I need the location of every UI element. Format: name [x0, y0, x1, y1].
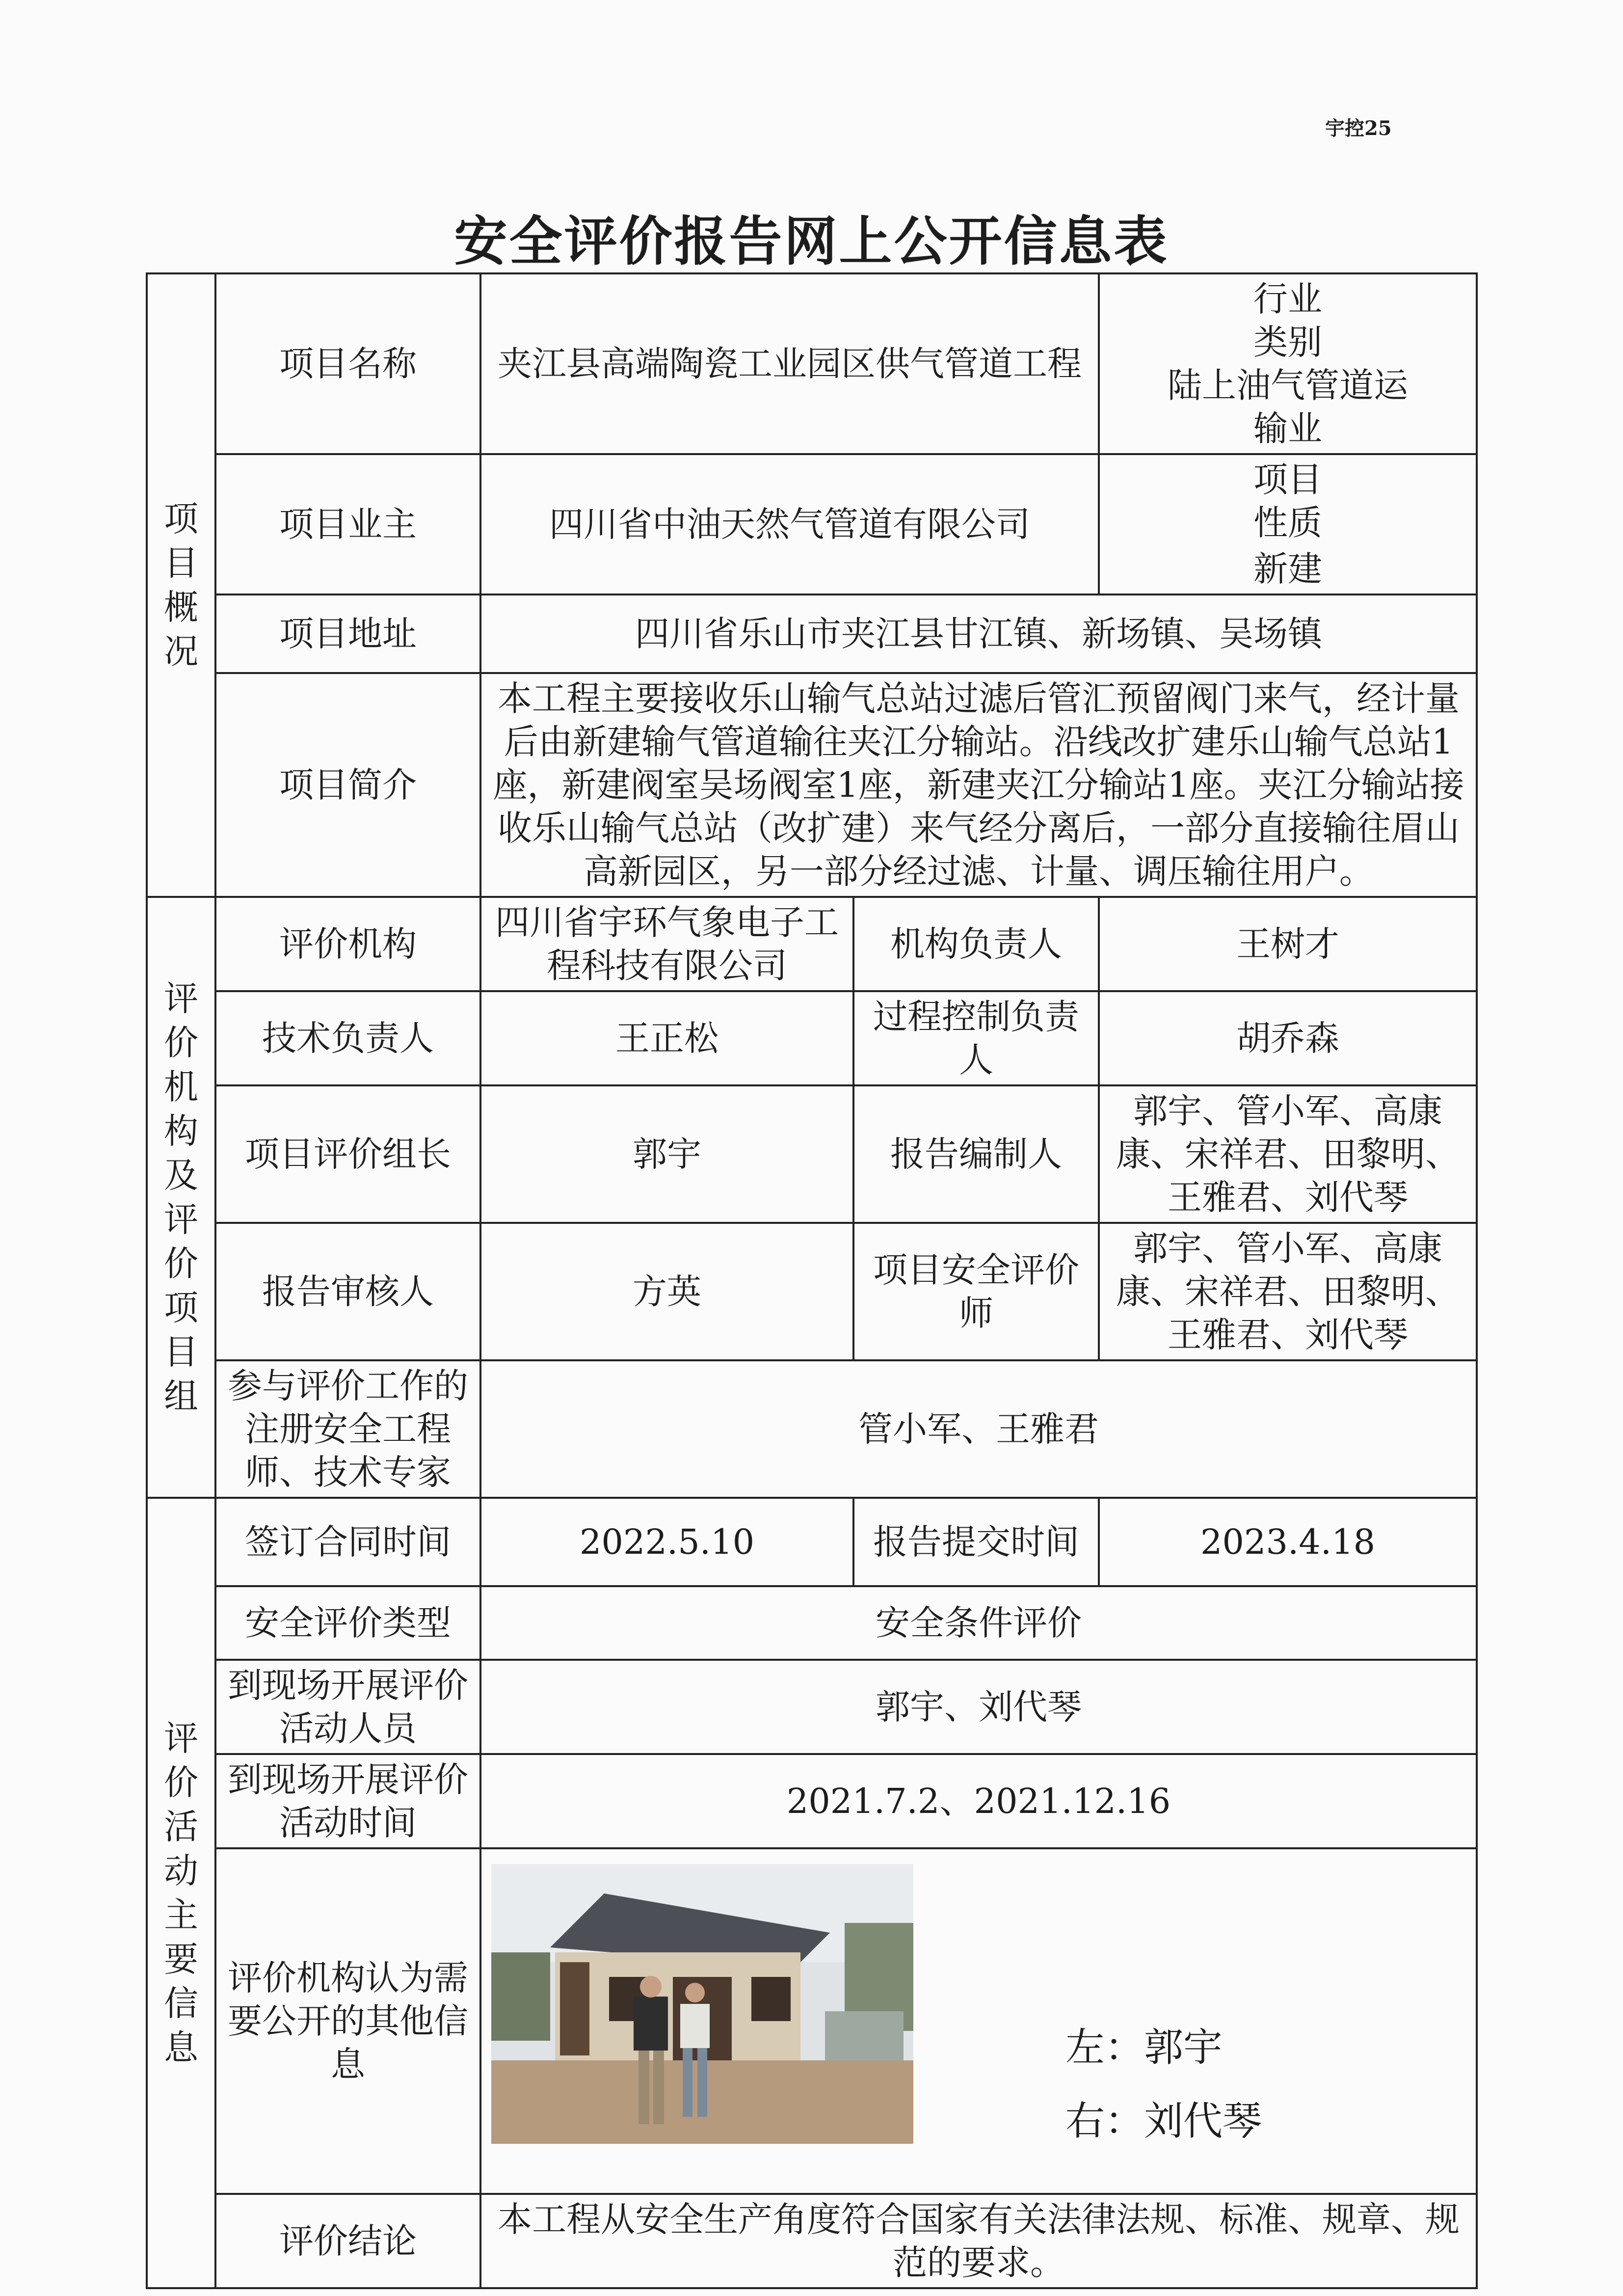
label-industry: 行业类别 — [1253, 279, 1322, 362]
value-process-head: 胡乔森 — [1099, 991, 1477, 1085]
row-onsite-people — [147, 1660, 1477, 1754]
label-other-info: 评价机构认为需要公开的其他信息 — [215, 1848, 480, 2194]
row-agency — [147, 897, 1477, 991]
document-code: 宇控25 — [1325, 117, 1392, 140]
label-eval-type: 安全评价类型 — [215, 1586, 480, 1660]
value-conclusion: 本工程从安全生产角度符合国家有关法律法规、标准、规章、规范的要求。 — [480, 2194, 1477, 2288]
value-project-name: 夹江县高端陶瓷工业园区供气管道工程 — [480, 273, 1099, 454]
label-project-address: 项目地址 — [215, 594, 480, 673]
row-tech — [147, 991, 1477, 1085]
page-title: 安全评价报告网上公开信息表 — [454, 211, 1169, 272]
label-nature: 项目性质 — [1253, 459, 1322, 543]
label-agency: 评价机构 — [215, 897, 480, 991]
row-project-name — [147, 273, 1477, 454]
label-onsite-time: 到现场开展评价活动时间 — [215, 1754, 480, 1848]
label-tech-head: 技术负责人 — [215, 991, 480, 1085]
label-project-intro: 项目简介 — [215, 673, 480, 897]
label-agency-head: 机构负责人 — [853, 897, 1099, 991]
value-contract-date: 2022.5.10 — [480, 1498, 853, 1586]
value-author: 郭宇、管小军、高康康、宋祥君、田黎明、王雅君、刘代琴 — [1099, 1085, 1477, 1223]
photo-caption-right: 右：刘代琴 — [1065, 2098, 1262, 2144]
value-project-intro: 本工程主要接收乐山输气总站过滤后管汇预留阀门来气，经计量后由新建输气管道输往夹江分输站。沿线改扩建乐山输气总站1座，新建阀室吴场阀室1座，新建夹江分输站1座。夹江分输站接收乐山输气总站（改扩建）来气经分离后，一部分直接输往眉山高新园区，另一部分经过滤、计量、调压输往用户。 — [480, 673, 1477, 897]
label-engineers: 参与评价工作的注册安全工程师、技术专家 — [215, 1360, 480, 1498]
section-activity: 评价活动主要信息 — [147, 1498, 215, 2288]
value-project-address: 四川省乐山市夹江县甘江镇、新场镇、吴场镇 — [480, 594, 1477, 673]
row-conclusion — [147, 2194, 1477, 2288]
value-agency: 四川省宇环气象电子工程科技有限公司 — [480, 897, 853, 991]
label-reviewer: 报告审核人 — [215, 1223, 480, 1360]
value-project-owner: 四川省中油天然气管道有限公司 — [480, 454, 1099, 594]
value-submit-date: 2023.4.18 — [1099, 1498, 1477, 1586]
value-engineers: 管小军、王雅君 — [480, 1360, 1477, 1498]
photo-caption-left: 左：郭宇 — [1065, 2025, 1223, 2070]
row-onsite-time — [147, 1754, 1477, 1848]
label-submit-date: 报告提交时间 — [853, 1498, 1099, 1586]
value-agency-head: 王树才 — [1099, 897, 1477, 991]
value-leader: 郭宇 — [480, 1085, 853, 1223]
row-project-intro — [147, 673, 1477, 897]
value-assessor: 郭宇、管小军、高康康、宋祥君、田黎明、王雅君、刘代琴 — [1099, 1223, 1477, 1360]
row-project-owner — [147, 454, 1477, 594]
row-reviewer — [147, 1223, 1477, 1360]
section-org: 评价机构及评价项目组 — [147, 897, 215, 1498]
label-process-head: 过程控制负责人 — [853, 991, 1099, 1085]
row-leader — [147, 1085, 1477, 1223]
row-project-address — [147, 594, 1477, 673]
section-overview: 项目概况 — [147, 273, 215, 897]
value-industry: 行业类别 陆上油气管道运输业 — [1099, 273, 1477, 454]
value-onsite-people: 郭宇、刘代琴 — [480, 1660, 1477, 1754]
row-type — [147, 1586, 1477, 1660]
value-reviewer: 方英 — [480, 1223, 853, 1360]
value-onsite-time: 2021.7.2、2021.12.16 — [480, 1754, 1477, 1848]
label-assessor: 项目安全评价师 — [853, 1223, 1099, 1360]
label-project-owner: 项目业主 — [215, 454, 480, 594]
label-project-name: 项目名称 — [215, 273, 480, 454]
label-contract-date: 签订合同时间 — [215, 1498, 480, 1586]
label-author: 报告编制人 — [853, 1085, 1099, 1223]
value-tech-head: 王正松 — [480, 991, 853, 1085]
value-other-info — [480, 1848, 1477, 2194]
label-conclusion: 评价结论 — [215, 2194, 480, 2288]
site-photo — [491, 1864, 913, 2144]
row-other-info — [147, 1848, 1477, 2194]
label-onsite-people: 到现场开展评价活动人员 — [215, 1660, 480, 1754]
label-leader: 项目评价组长 — [215, 1085, 480, 1223]
info-table — [146, 272, 1478, 2289]
row-contract — [147, 1498, 1477, 1586]
row-engineers — [147, 1360, 1477, 1498]
value-nature: 项目性质 新建 — [1099, 454, 1477, 594]
value-eval-type: 安全条件评价 — [480, 1586, 1477, 1660]
